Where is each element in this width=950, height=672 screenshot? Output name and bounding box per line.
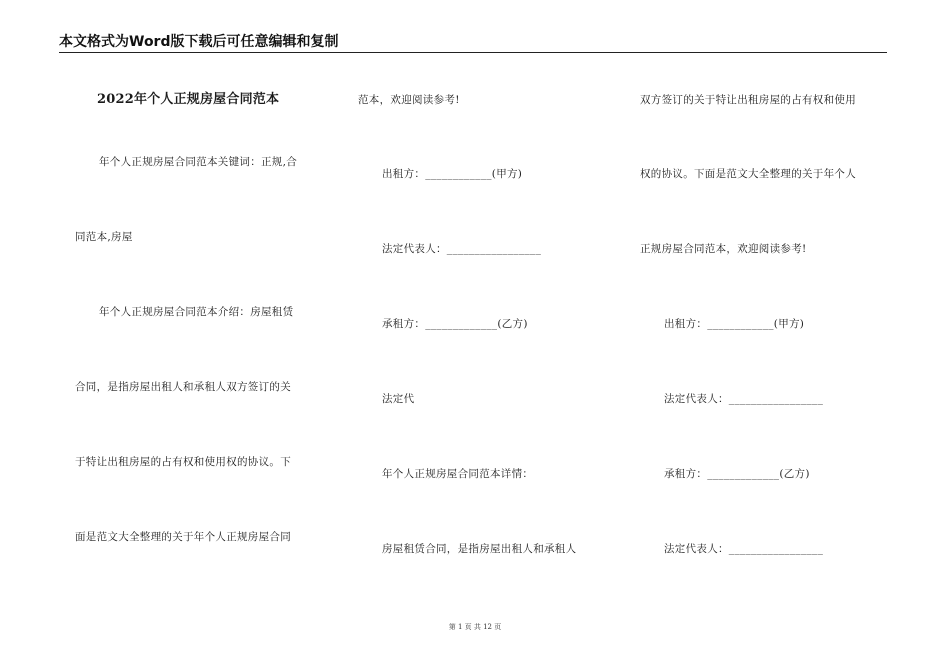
legal-representative-line: 法定代表人：_________________ [382, 243, 542, 255]
paragraph-line: 法定代 [382, 393, 415, 405]
text-column-1 [75, 0, 325, 672]
page-header: 本文格式为Word版下载后可任意编辑和复制 [59, 34, 339, 50]
paragraph-line: 年个人正规房屋合同范本关键词：正规,合 [99, 156, 298, 168]
legal-representative-line: 法定代表人：_________________ [664, 543, 824, 555]
paragraph-line: 合同，是指房屋出租人和承租人双方签订的关 [75, 381, 291, 393]
paragraph-line: 房屋租赁合同，是指房屋出租人和承租人 [382, 543, 577, 555]
paragraph-line: 双方签订的关于特让出租房屋的占有权和使用 [640, 94, 856, 106]
paragraph-line: 年个人正规房屋合同范本介绍：房屋租赁 [99, 306, 294, 318]
paragraph-line: 正规房屋合同范本，欢迎阅读参考! [640, 243, 807, 255]
lessee-line: 承租方：_____________(乙方) [382, 318, 528, 330]
paragraph-line: 年个人正规房屋合同范本详情： [382, 468, 534, 480]
paragraph-line: 范本，欢迎阅读参考! [358, 94, 460, 106]
legal-representative-line: 法定代表人：_________________ [664, 393, 824, 405]
lessee-line: 承租方：_____________(乙方) [664, 468, 810, 480]
lessor-line: 出租方：____________(甲方) [664, 318, 805, 330]
paragraph-line: 于特让出租房屋的占有权和使用权的协议。下 [75, 456, 291, 468]
text-column-2 [355, 0, 615, 672]
text-column-3 [637, 0, 887, 672]
paragraph-line: 面是范文大全整理的关于年个人正规房屋合同 [75, 531, 291, 543]
lessor-line: 出租方：____________(甲方) [382, 168, 523, 180]
page-number: 第 1 页 共 12 页 [448, 623, 502, 631]
paragraph-line: 权的协议。下面是范文大全整理的关于年个人 [640, 168, 856, 180]
paragraph-line: 同范本,房屋 [75, 231, 133, 243]
document-title: 2022年个人正规房屋合同范本 [97, 92, 280, 107]
